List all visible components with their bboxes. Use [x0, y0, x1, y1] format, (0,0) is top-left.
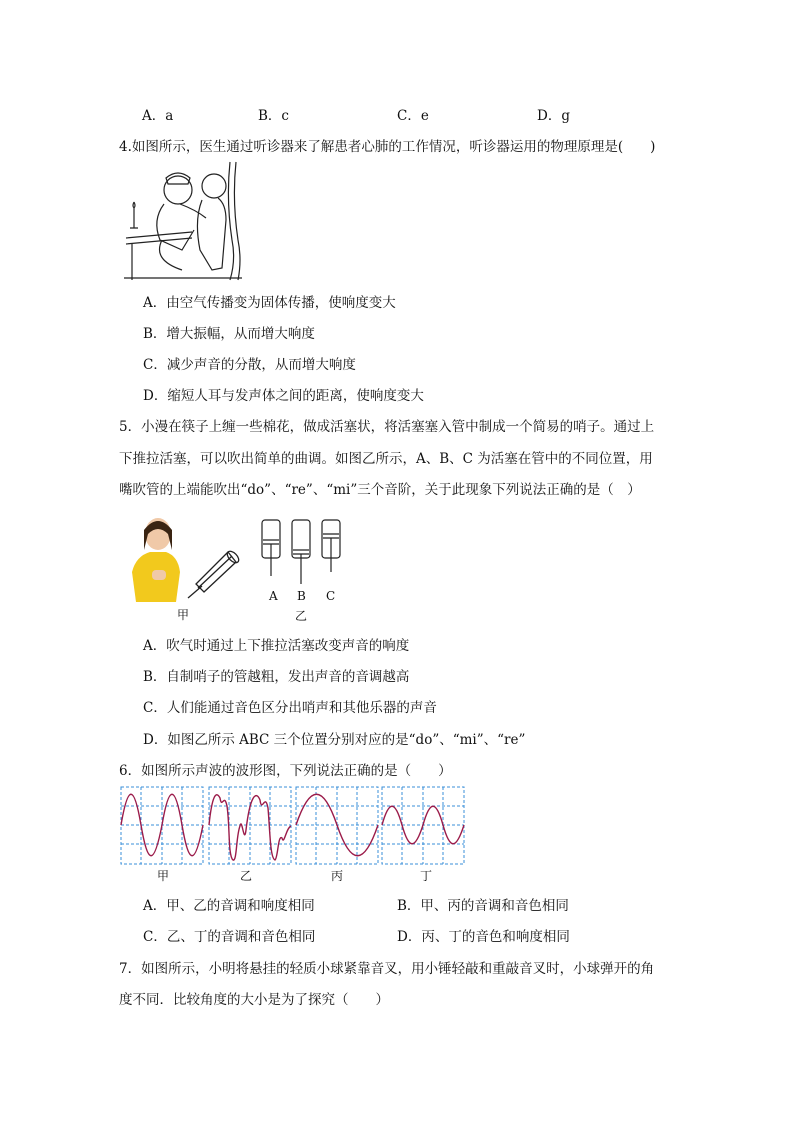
wave-label-bing: 丙 — [331, 869, 344, 883]
wave-label-yi: 乙 — [240, 869, 253, 883]
tube-label-c: C — [326, 589, 336, 603]
q5-stem-line: 下推拉活塞，可以吹出简单的曲调。如图乙所示，A、B、C 为活塞在管中的不同位置，用 — [119, 451, 653, 467]
q5-option-b: B．自制哨子的管越粗，发出声音的音调越高 — [143, 669, 410, 685]
q4-stem: 4.如图所示，医生通过听诊器来了解患者心肺的工作情况，听诊器运用的物理原理是( ) — [119, 139, 656, 155]
wave-label-jia: 甲 — [157, 869, 170, 883]
q5-stem-line: 5．小漫在筷子上缠一些棉花，做成活塞状，将活塞塞入管中制成一个简易的哨子。通过上 — [119, 419, 655, 435]
q6-option-b: B．甲、丙的音调和音色相同 — [397, 898, 569, 914]
girl-whistle-photo — [124, 510, 244, 602]
q7-stem-line: 7．如图所示，小明将悬挂的轻质小球紧靠音叉，用小锤轻敲和重敲音叉时，小球弹开的角 — [119, 961, 655, 977]
piston-tubes-diagram — [258, 516, 348, 586]
q4-option-c: C．减少声音的分散，从而增大响度 — [143, 357, 356, 373]
fig-label-jia: 甲 — [177, 608, 190, 622]
stethoscope-illustration — [122, 160, 246, 282]
q3-option-b: B．c — [258, 108, 289, 124]
q6-option-c: C．乙、丁的音调和音色相同 — [143, 929, 316, 945]
q3-option-d: D．g — [537, 108, 570, 124]
q7-stem-line: 度不同．比较角度的大小是为了探究（ ） — [119, 992, 389, 1008]
wave-grids — [121, 787, 464, 864]
q6-option-d: D．丙、丁的音色和响度相同 — [397, 929, 570, 945]
q5-option-c: C．人们能通过音色区分出哨声和其他乐器的声音 — [143, 700, 437, 716]
q3-option-c: C．e — [397, 108, 429, 124]
q4-option-a: A．由空气传播变为固体传播，使响度变大 — [143, 295, 396, 311]
tube-label-a: A — [269, 589, 278, 603]
q5-option-a: A．吹气时通过上下推拉活塞改变声音的响度 — [143, 638, 410, 654]
q5-stem-line: 嘴吹管的上端能吹出“do”、“re”、“mi”三个音阶，关于此现象下列说法正确的是（ ） — [119, 482, 641, 498]
q6-option-a: A．甲、乙的音调和响度相同 — [143, 898, 315, 914]
sound-waveforms — [120, 786, 466, 866]
fig-label-yi: 乙 — [295, 609, 308, 623]
q6-stem: 6．如图所示声波的波形图，下列说法正确的是（ ） — [119, 763, 452, 779]
wave-label-ding: 丁 — [420, 869, 433, 883]
q4-option-d: D．缩短人耳与发声体之间的距离，使响度变大 — [143, 388, 424, 404]
q3-option-a: A．a — [142, 108, 174, 124]
q4-option-b: B．增大振幅，从而增大响度 — [143, 326, 315, 342]
q5-option-d: D．如图乙所示 ABC 三个位置分别对应的是“do”、“mi”、“re” — [143, 732, 526, 748]
tube-label-b: B — [297, 589, 306, 603]
